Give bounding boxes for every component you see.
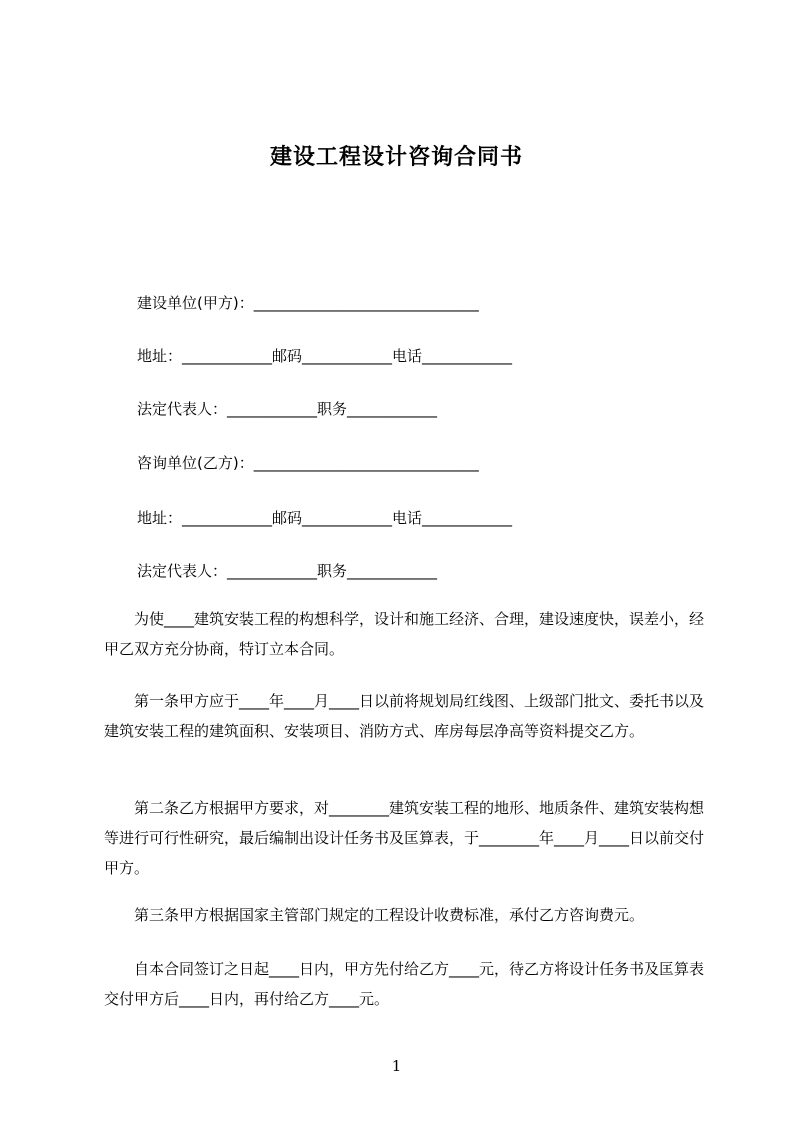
party-b-representative-line: 法定代表人：____________职务____________ (137, 562, 438, 580)
party-b-address-line: 地址：____________邮码____________电话____________ (137, 509, 513, 527)
party-a-address-line: 地址：____________邮码____________电话____________ (137, 347, 513, 365)
clause-payment-terms: 自本合同签订之日起____日内，甲方先付给乙方____元，待乙方将设计任务书及匡算表交付甲方后____日内，再付给乙方____元。 (104, 960, 705, 1008)
clause-article-2: 第二条乙方根据甲方要求，对________建筑安装工程的地形、地质条件、建筑安装构想等进行可行性研究，最后编制出设计任务书及匡算表，于________年____月____日以前交付甲方。 (104, 799, 705, 877)
party-b-unit-line: 咨询单位(乙方)：______________________________ (137, 454, 479, 472)
document-title: 建设工程设计咨询合同书 (269, 145, 523, 170)
clause-article-3: 第三条甲方根据国家主管部门规定的工程设计收费标准，承付乙方咨询费元。 (134, 906, 645, 924)
party-a-unit-line: 建设单位(甲方)：______________________________ (137, 294, 479, 312)
page-number: 1 (391, 1057, 402, 1075)
clause-article-1: 第一条甲方应于____年____月____日以前将规划局红线图、上级部门批文、委托书以及建筑安装工程的建筑面积、安装项目、消防方式、库房每层净高等资料提交乙方。 (104, 692, 705, 740)
party-a-representative-line: 法定代表人：____________职务____________ (137, 400, 438, 418)
clause-preamble: 为使____建筑安装工程的构想科学，设计和施工经济、合理，建设速度快，误差小，经甲乙双方充分协商，特订立本合同。 (104, 610, 705, 658)
